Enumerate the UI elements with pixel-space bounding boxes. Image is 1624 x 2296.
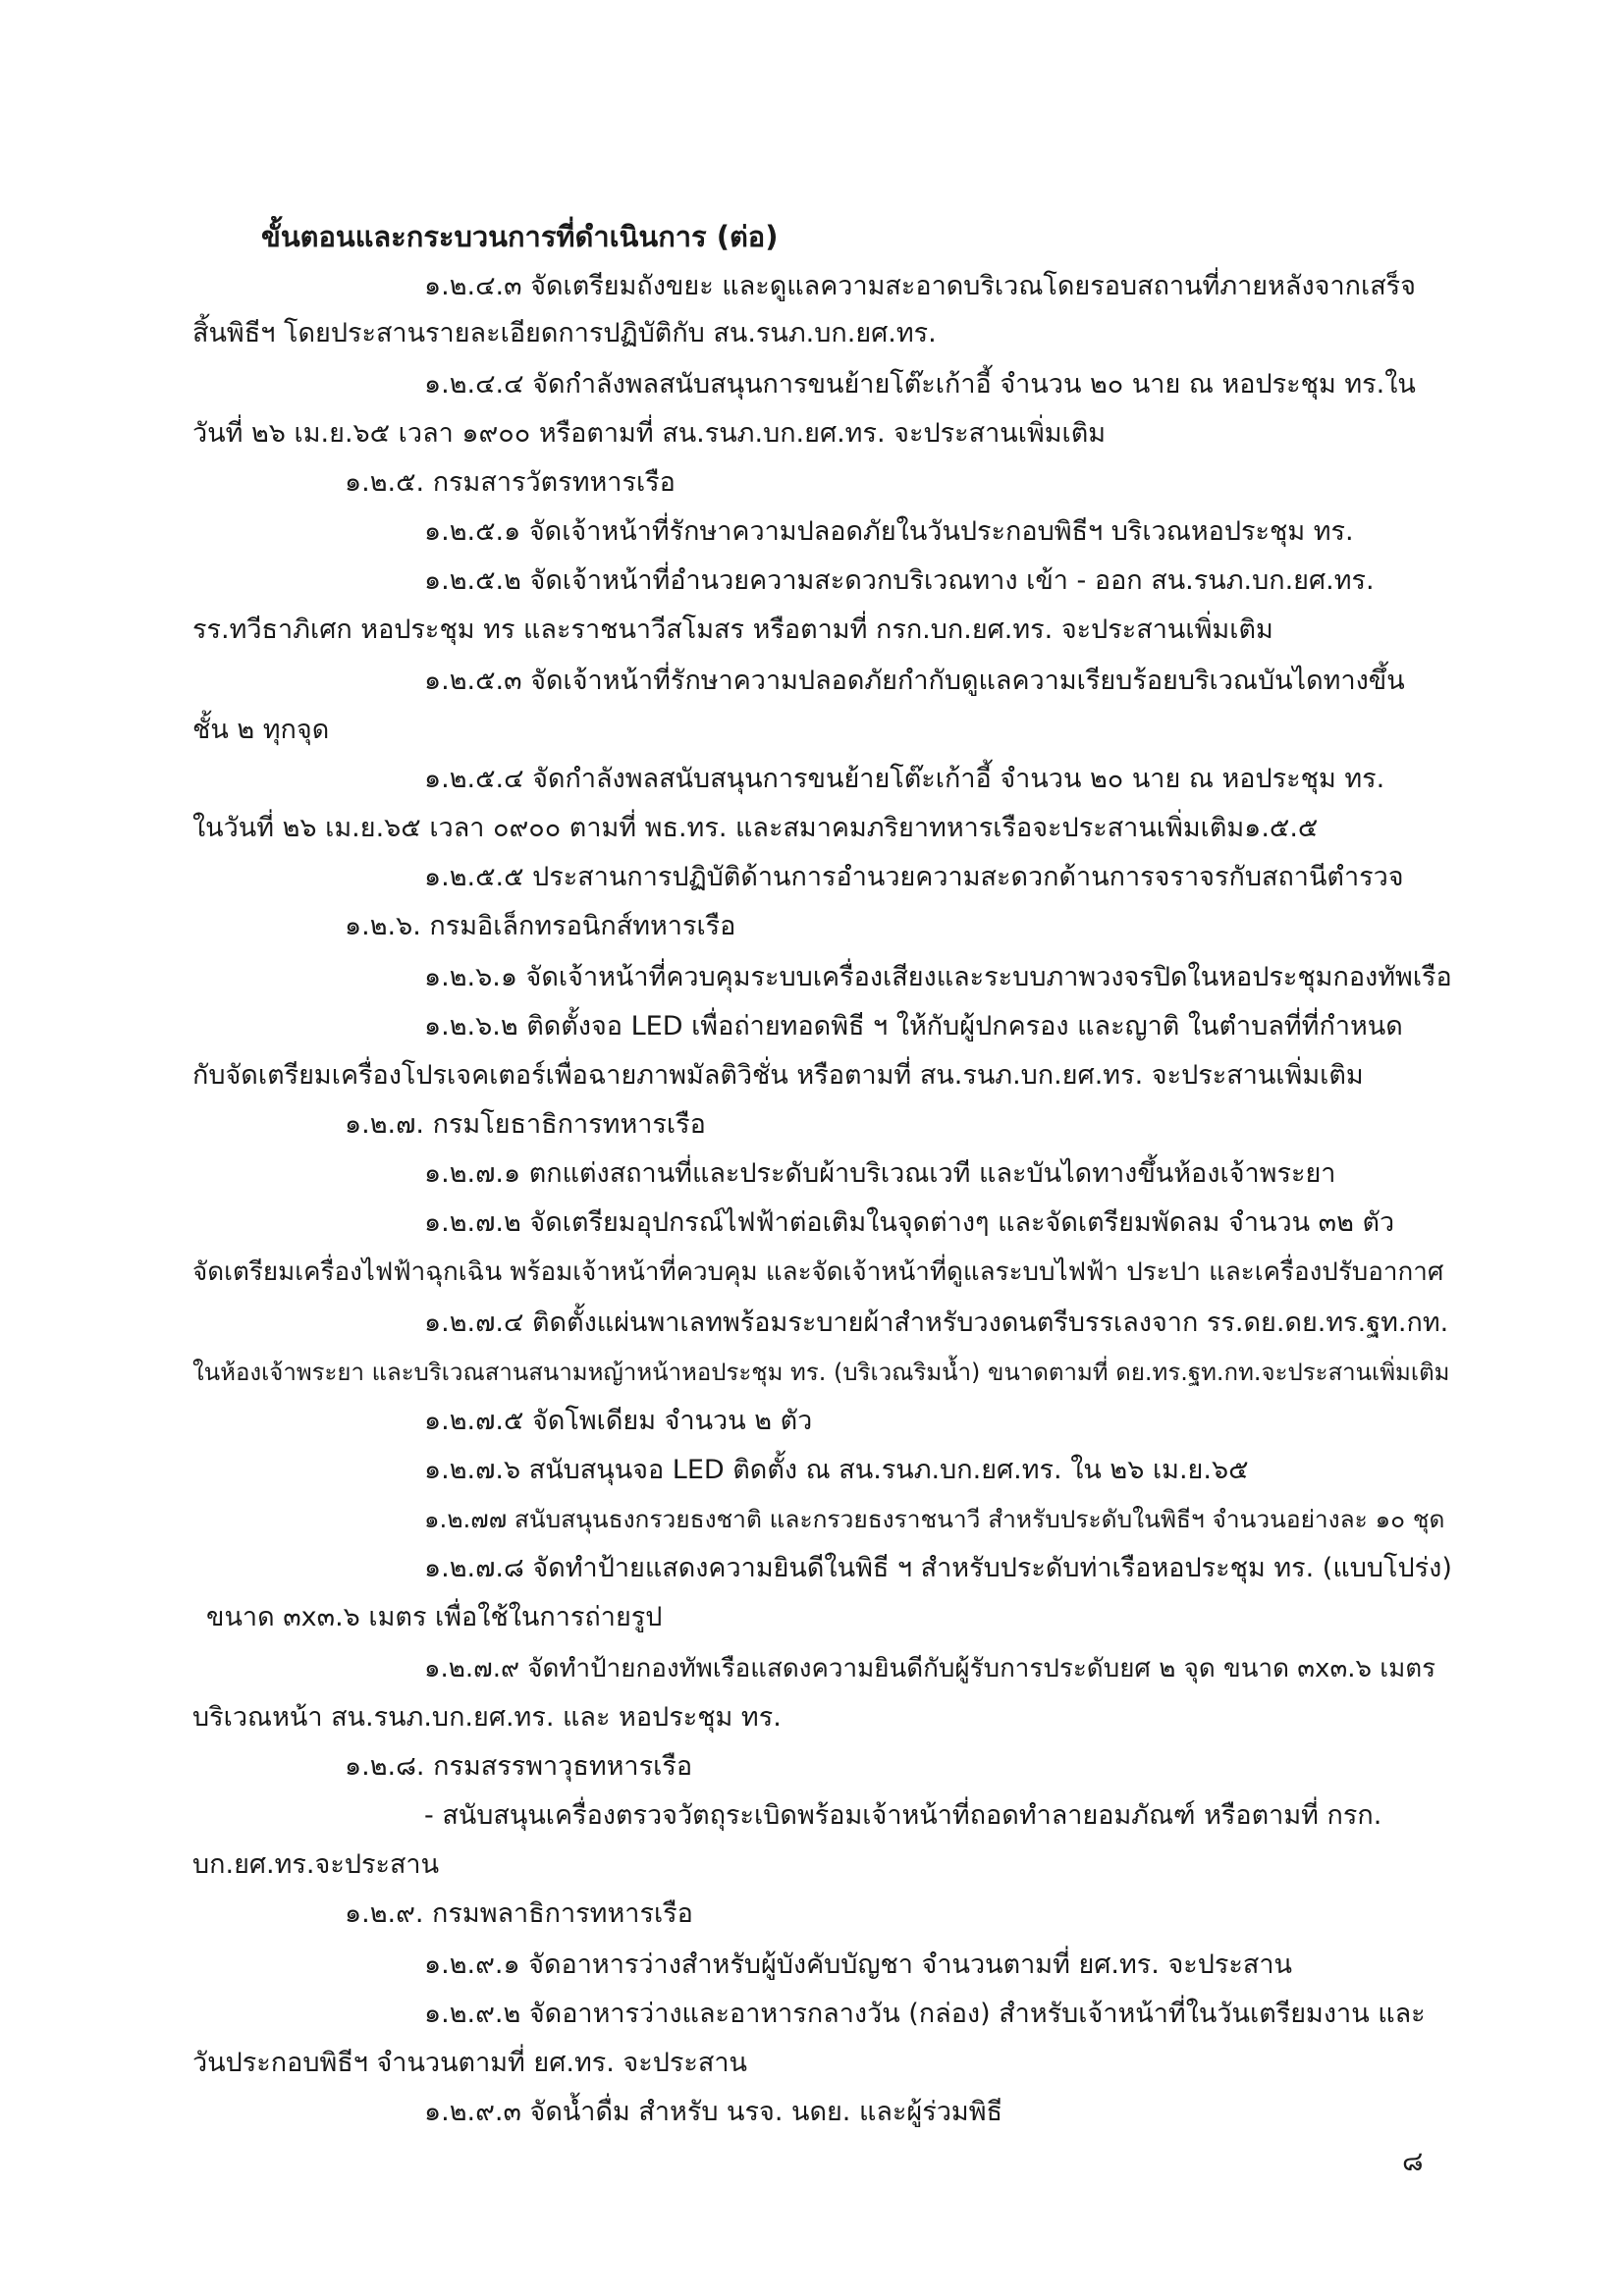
text-line: ๑.๒.๗.๑ ตกแต่งสถานที่และประดับผ้าบริเวณเวที และบันไดทางขึ้นห้องเจ้าพระยา (424, 1158, 1336, 1189)
text-line: ๑.๒.๙.๒ จัดอาหารว่างและอาหารกลางวัน (กล่อง) สำหรับเจ้าหน้าที่ในวันเตรียมงาน และ (424, 1999, 1426, 2029)
text-line: ๑.๒.๗.๕ จัดโพเดียม จำนวน ๒ ตัว (424, 1406, 813, 1436)
text-line: ในวันที่ ๒๖ เม.ย.๖๕ เวลา ๐๙๐๐ ตามที่ พธ.ทร. และสมาคมภริยาทหารเรือจะประสานเพิ่มเติม๑.๕.๕ (192, 813, 1319, 843)
section-title: ๑.๒.๕. กรมสารวัตรทหารเรือ (345, 467, 676, 498)
text-line: ๑.๒.๕.๒ จัดเจ้าหน้าที่อำนวยความสะดวกบริเวณทาง เข้า - ออก สน.รนภ.บก.ยศ.ทร. (424, 565, 1375, 596)
text-line: ๑.๒.๖.๒ ติดตั้งจอ LED เพื่อถ่ายทอดพิธี ฯ ให้กับผู้ปกครอง และญาติ ในตำบลที่ที่กำหนด (424, 1011, 1403, 1041)
text-line: ชั้น ๒ ทุกจุด (192, 715, 330, 745)
text-line: ๑.๒.๕.๑ จัดเจ้าหน้าที่รักษาความปลอดภัยในวันประกอบพิธีฯ บริเวณหอประชุม ทร. (424, 516, 1354, 547)
section-title: ๑.๒.๗. กรมโยธาธิการทหารเรือ (345, 1109, 706, 1140)
text-line: ๑.๒.๗.๖ สนับสนุนจอ LED ติดตั้ง ณ สน.รนภ.บก.ยศ.ทร. ใน ๒๖ เม.ย.๖๕ (424, 1455, 1249, 1485)
text-line: สิ้นพิธีฯ โดยประสานรายละเอียดการปฏิบัติกับ สน.รนภ.บก.ยศ.ทร. (192, 318, 937, 348)
text-line: วันที่ ๒๖ เม.ย.๖๕ เวลา ๑๙๐๐ หรือตามที่ สน.รนภ.บก.ยศ.ทร. จะประสานเพิ่มเติม (192, 418, 1107, 449)
text-line: กับจัดเตรียมเครื่องโปรเจคเตอร์เพื่อฉายภาพมัลติวิชั่น หรือตามที่ สน.รนภ.บก.ยศ.ทร. จะประสานเพิ่มเติม (192, 1060, 1364, 1091)
text-line: ขนาด ๓x๓.๖ เมตร เพื่อใช้ในการถ่ายรูป (206, 1602, 663, 1632)
text-line: ๑.๒.๙.๑ จัดอาหารว่างสำหรับผู้บังคับบัญชา จำนวนตามที่ ยศ.ทร. จะประสาน (424, 1949, 1293, 1980)
text-line: บริเวณหน้า สน.รนภ.บก.ยศ.ทร. และ หอประชุม ทร. (192, 1702, 782, 1733)
text-line: ๑.๒.๗๗ สนับสนุนธงกรวยธงชาติ และกรวยธงราชนาวี สำหรับประดับในพิธีฯ จำนวนอย่างละ ๑๐ ชุด (424, 1505, 1445, 1533)
text-line: ๑.๒.๗.๔ ติดตั้งแผ่นพาเลทพร้อมระบายผ้าสำหรับวงดนตรีบรรเลงจาก รร.ดย.ดย.ทร.ฐท.กท. (424, 1308, 1449, 1338)
text-line: จัดเตรียมเครื่องไฟฟ้าฉุกเฉิน พร้อมเจ้าหน้าที่ควบคุม และจัดเจ้าหน้าที่ดูแลระบบไฟฟ้า ประปา และเครื่องปรับอากาศ (192, 1257, 1444, 1287)
text-line: - สนับสนุนเครื่องตรวจวัตถุระเบิดพร้อมเจ้าหน้าที่ถอดทำลายอมภัณฑ์ หรือตามที่ กรก. (424, 1800, 1382, 1831)
text-line: ในห้องเจ้าพระยา และบริเวณสานสนามหญ้าหน้าหอประชุม ทร. (บริเวณริมน้ำ) ขนาดตามที่ ดย.ทร.ฐท.กท.จะประสานเพิ่มเติม (192, 1359, 1450, 1386)
text-line: วันประกอบพิธีฯ จำนวนตามที่ ยศ.ทร. จะประสาน (192, 2048, 747, 2078)
text-line: ๑.๒.๔.๓ จัดเตรียมถังขยะ และดูแลความสะอาดบริเวณโดยรอบสถานที่ภายหลังจากเสร็จ (424, 271, 1416, 301)
text-line: ๑.๒.๙.๓ จัดน้ำดื่ม สำหรับ นรจ. นดย. และผู้ร่วมพิธี (424, 2097, 1002, 2127)
text-line: ๑.๒.๕.๕ ประสานการปฏิบัติด้านการอำนวยความสะดวกด้านการจราจรกับสถานีตำรวจ (424, 862, 1404, 892)
page-number: ๘ (1402, 2145, 1424, 2177)
section-title: ๑.๒.๘. กรมสรรพาวุธทหารเรือ (345, 1751, 693, 1782)
text-line: ๑.๒.๖.๑ จัดเจ้าหน้าที่ควบคุมระบบเครื่องเสียงและระบบภาพวงจรปิดในหอประชุมกองทัพเรือ (424, 962, 1452, 992)
text-line: ๑.๒.๕.๓ จัดเจ้าหน้าที่รักษาความปลอดภัยกำกับดูแลความเรียบร้อยบริเวณบันไดทางขึ้น (424, 666, 1405, 696)
text-line: ๑.๒.๗.๙ จัดทำป้ายกองทัพเรือแสดงความยินดีกับผู้รับการประดับยศ ๒ จุด ขนาด ๓x๓.๖ เมตร (424, 1654, 1436, 1683)
text-line: ๑.๒.๗.๘ จัดทำป้ายแสดงความยินดีในพิธี ฯ สำหรับประดับท่าเรือหอประชุม ทร. (แบบโปร่ง) (424, 1553, 1452, 1583)
section-heading: ขั้นตอนและกระบวนการที่ดำเนินการ (ต่อ) (261, 220, 779, 253)
text-line: ๑.๒.๕.๔ จัดกำลังพลสนับสนุนการขนย้ายโต๊ะเก้าอี้ จำนวน ๒๐ นาย ณ หอประชุม ทร. (424, 764, 1385, 794)
text-line: รร.ทวีธาภิเศก หอประชุม ทร และราชนาวีสโมสร หรือตามที่ กรก.บก.ยศ.ทร. จะประสานเพิ่มเติม (192, 614, 1273, 645)
section-title: ๑.๒.๖. กรมอิเล็กทรอนิกส์ทหารเรือ (345, 911, 736, 941)
text-line: บก.ยศ.ทร.จะประสาน (192, 1849, 440, 1880)
text-line: ๑.๒.๔.๔ จัดกำลังพลสนับสนุนการขนย้ายโต๊ะเก้าอี้ จำนวน ๒๐ นาย ณ หอประชุม ทร.ใน (424, 369, 1416, 400)
section-title: ๑.๒.๙. กรมพลาธิการทหารเรือ (345, 1898, 693, 1929)
text-line: ๑.๒.๗.๒ จัดเตรียมอุปกรณ์ไฟฟ้าต่อเติมในจุดต่างๆ และจัดเตรียมพัดลม จำนวน ๓๒ ตัว (424, 1207, 1395, 1238)
